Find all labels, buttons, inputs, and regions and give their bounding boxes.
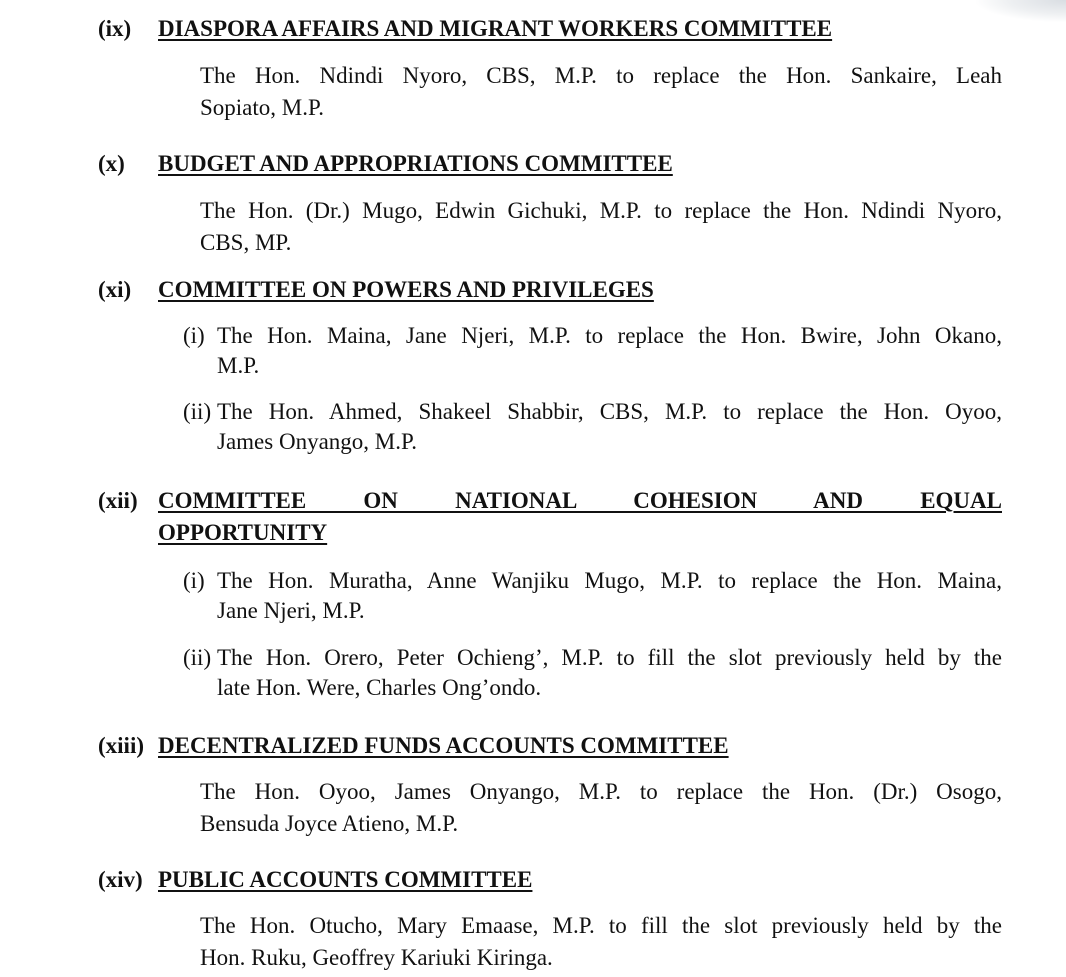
item-marker: (i) [183, 323, 205, 348]
resolution-text [200, 195, 1002, 259]
item-line: The Hon. Orero, Peter Ochieng’, M.P. to fill the slot previously held by the [217, 645, 1002, 670]
item-line: The Hon. Maina, Jane Njeri, M.P. to replace the Hon. Bwire, John Okano, [217, 323, 1002, 348]
committee-title: DIASPORA AFFAIRS AND MIGRANT WORKERS COMMITTEE [158, 16, 833, 41]
resolution-line: The Hon. (Dr.) Mugo, Edwin Gichuki, M.P. to replace the Hon. Ndindi Nyoro, [200, 198, 1002, 223]
section-number: (xiii) [98, 733, 144, 758]
resolution-text [200, 910, 1002, 974]
section-number: (ix) [98, 16, 132, 41]
resolution-line: Sopiato, M.P. [200, 95, 324, 120]
resolution-line: The Hon. Oyoo, James Onyango, M.P. to replace the Hon. (Dr.) Osogo, [200, 779, 1002, 804]
item-marker: (i) [183, 568, 205, 593]
committee-title: PUBLIC ACCOUNTS COMMITTEE [158, 867, 533, 892]
section-number: (xii) [98, 488, 138, 513]
item-line: Jane Njeri, M.P. [217, 598, 365, 623]
section-number: (x) [98, 151, 125, 176]
resolution-line: The Hon. Otucho, Mary Emaase, M.P. to fill the slot previously held by the [200, 913, 1002, 938]
item-line: M.P. [217, 353, 260, 378]
item-text [217, 321, 1002, 381]
section-number: (xiv) [98, 867, 143, 892]
resolution-line: The Hon. Ndindi Nyoro, CBS, M.P. to replace the Hon. Sankaire, Leah [200, 63, 1002, 88]
item-line: James Onyango, M.P. [217, 429, 417, 454]
committee-title-continued: OPPORTUNITY [158, 520, 328, 545]
committee-title: DECENTRALIZED FUNDS ACCOUNTS COMMITTEE [158, 733, 729, 758]
resolution-line: Bensuda Joyce Atieno, M.P. [200, 811, 459, 836]
item-marker: (ii) [183, 645, 212, 670]
item-text [217, 397, 1002, 457]
item-line: late Hon. Were, Charles Ong’ondo. [217, 675, 542, 700]
resolution-line: CBS, MP. [200, 230, 292, 255]
section-number: (xi) [98, 277, 132, 302]
item-text [217, 643, 1002, 703]
item-marker: (ii) [183, 399, 212, 424]
page-corner-shadow [976, 0, 1066, 22]
committee-title: COMMITTEE ON POWERS AND PRIVILEGES [158, 277, 654, 302]
resolution-text [200, 776, 1002, 840]
committee-title: BUDGET AND APPROPRIATIONS COMMITTEE [158, 151, 673, 176]
item-text [217, 566, 1002, 626]
item-line: The Hon. Muratha, Anne Wanjiku Mugo, M.P. to replace the Hon. Maina, [217, 568, 1002, 593]
resolution-text [200, 60, 1002, 124]
committee-title: COMMITTEE ON NATIONAL COHESION AND EQUAL [158, 488, 1002, 513]
resolution-line: Hon. Ruku, Geoffrey Kariuki Kiringa. [200, 945, 553, 970]
item-line: The Hon. Ahmed, Shakeel Shabbir, CBS, M.P. to replace the Hon. Oyoo, [217, 399, 1002, 424]
